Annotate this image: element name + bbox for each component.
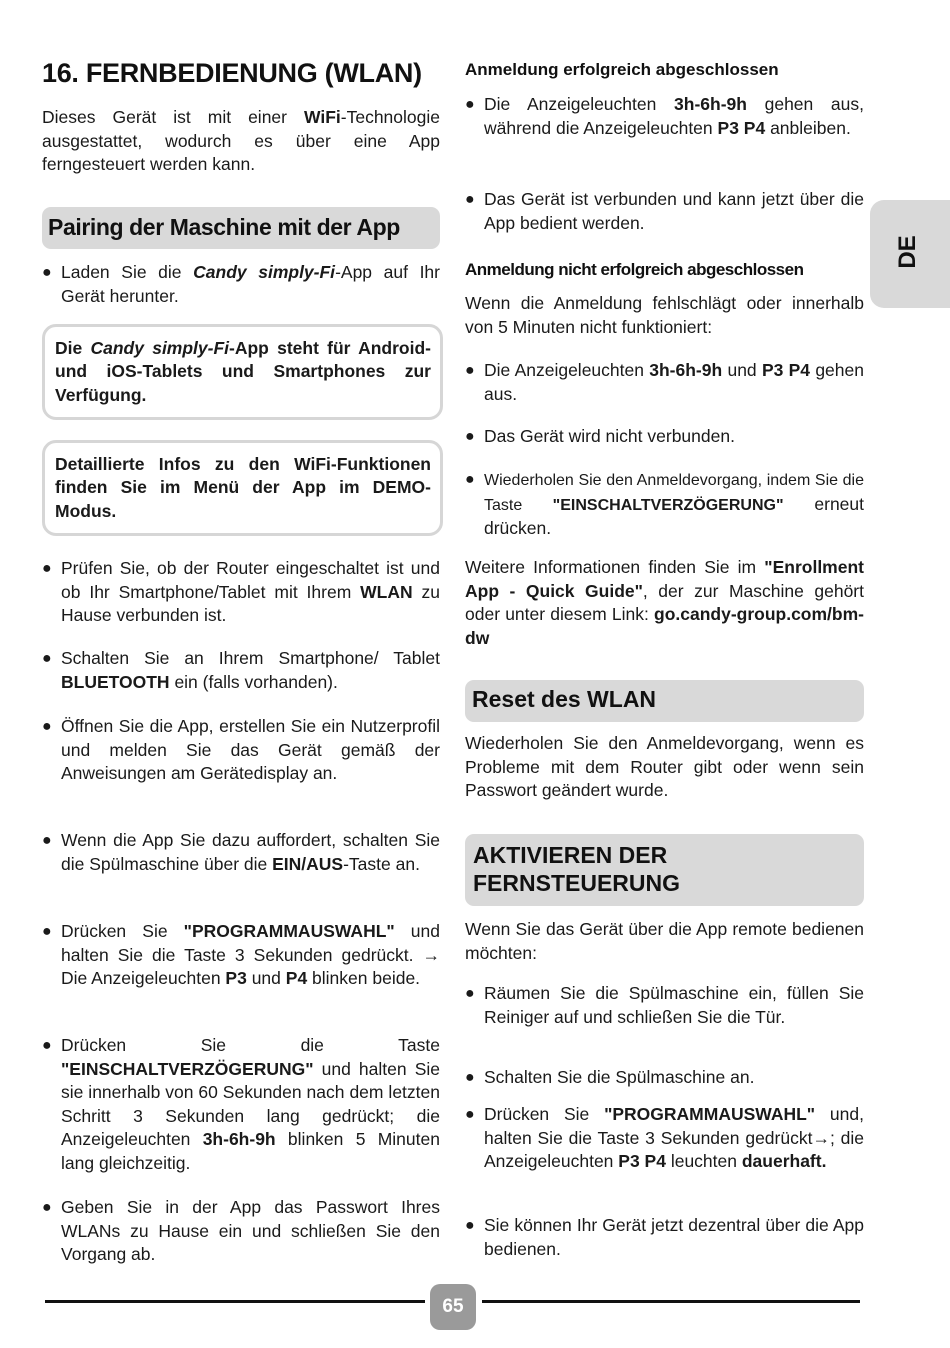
failure-heading: Anmeldung nicht erfolgreich abgeschlossen (465, 260, 804, 279)
list-item: ● Das Gerät wird nicht verbunden. (465, 425, 864, 449)
success-heading: Anmeldung erfolgreich abgeschlossen (465, 60, 779, 79)
list-item: ● Räumen Sie die Spülmaschine ein, füllen Sie Reiniger auf und schließen Sie die Tür. (465, 982, 864, 1029)
list-item: ● Öffnen Sie die App, erstellen Sie ein Nutzerprofil und melden Sie das Gerät gemäß der Anweisungen am Gerätedisplay an. (42, 715, 440, 786)
footer-rule-left (45, 1300, 425, 1303)
footer-rule-right (482, 1300, 860, 1303)
list-item: ● Prüfen Sie, ob der Router eingeschaltet ist und ob Ihr Smartphone/Tablet mit Ihrem WLAN zu Hause verbunden ist. (42, 557, 440, 628)
list-item: ● Wenn die App Sie dazu auffordert, schalten Sie die Spülmaschine über die EIN/AUS-Taste an. (42, 829, 440, 876)
failure-intro: Wenn die Anmeldung fehlschlägt oder innerhalb von 5 Minuten nicht funktioniert: (465, 293, 864, 337)
pairing-heading: Pairing der Maschine mit der App (42, 207, 440, 249)
list-item: ● Das Gerät ist verbunden und kann jetzt über die App bedient werden. (465, 188, 864, 235)
demo-mode-note-box: Detaillierte Infos zu den WiFi-Funktionen finden Sie im Menü der App im DEMO-Modus. (42, 440, 443, 536)
more-info-paragraph: Weitere Informationen finden Sie im "Enrollment App - Quick Guide", der zur Maschine gehört oder unter diesem Link: go.candy-group.com/bm-dw (465, 557, 864, 648)
list-item: ● Drücken Sie die Taste "EINSCHALTVERZÖGERUNG" und halten Sie sie innerhalb von 60 Sekunden nach dem letzten Schritt 3 Sekunden lang gedrückt; die Anzeigeleuchten 3h-6h-9h blinken 5 Minuten lang gleichzeitig. (42, 1034, 440, 1176)
remote-heading: AKTIVIEREN DER FERNSTEUERUNG (465, 834, 864, 906)
pairing-step-download: ● Laden Sie die Candy simply-Fi-App auf Ihr Gerät herunter. (42, 261, 440, 308)
reset-heading: Reset des WLAN (465, 680, 864, 722)
list-item: ● Sie können Ihr Gerät jetzt dezentral über die App bedienen. (465, 1214, 864, 1261)
language-label: DE (894, 235, 921, 269)
list-item: ● Wiederholen Sie den Anmeldevorgang, indem Sie die Taste "EINSCHALTVERZÖGERUNG" erneut drücken. (465, 468, 864, 541)
list-item: ● Drücken Sie "PROGRAMMAUSWAHL" und, halten Sie die Taste 3 Sekunden gedrückt→; die Anzeigeleuchten P3 P4 leuchten dauerhaft. (465, 1103, 864, 1174)
support-link[interactable]: go.candy-group.com/bm-dw (465, 604, 864, 648)
reset-text: Wiederholen Sie den Anmeldevorgang, wenn es Probleme mit dem Router gibt oder wenn sein Passwort geändert wurde. (465, 733, 864, 801)
list-item: ● Schalten Sie an Ihrem Smartphone/ Tablet BLUETOOTH ein (falls vorhanden). (42, 647, 440, 694)
availability-note-box: Die Candy simply-Fi-App steht für Android- und iOS-Tablets und Smartphones zur Verfügung. (42, 324, 443, 420)
arrow-icon: → (422, 944, 440, 965)
list-item: ● Drücken Sie "PROGRAMMAUSWAHL" und halten Sie die Taste 3 Sekunden gedrückt. → Die Anzeigeleuchten P3 und P4 blinken beide. (42, 920, 440, 991)
intro-paragraph: Dieses Gerät ist mit einer WiFi-Technologie ausgestattet, wodurch es über eine App ferngesteuert werden kann. (42, 107, 440, 175)
remote-intro: Wenn Sie das Gerät über die App remote bedienen möchten: (465, 919, 864, 963)
language-tab (870, 200, 950, 308)
page-number: 65 (430, 1284, 476, 1330)
list-item: ● Schalten Sie die Spülmaschine an. (465, 1066, 864, 1090)
list-item: ● Die Anzeigeleuchten 3h-6h-9h gehen aus, während die Anzeigeleuchten P3 P4 anbleiben. (465, 93, 864, 140)
list-item: ● Die Anzeigeleuchten 3h-6h-9h und P3 P4 gehen aus. (465, 359, 864, 406)
arrow-icon: → (812, 1127, 830, 1148)
list-item: ● Geben Sie in der App das Passwort Ihres WLANs zu Hause ein und schließen Sie den Vorgang ab. (42, 1196, 440, 1267)
section-title: 16. FERNBEDIENUNG (WLAN) (42, 58, 422, 88)
